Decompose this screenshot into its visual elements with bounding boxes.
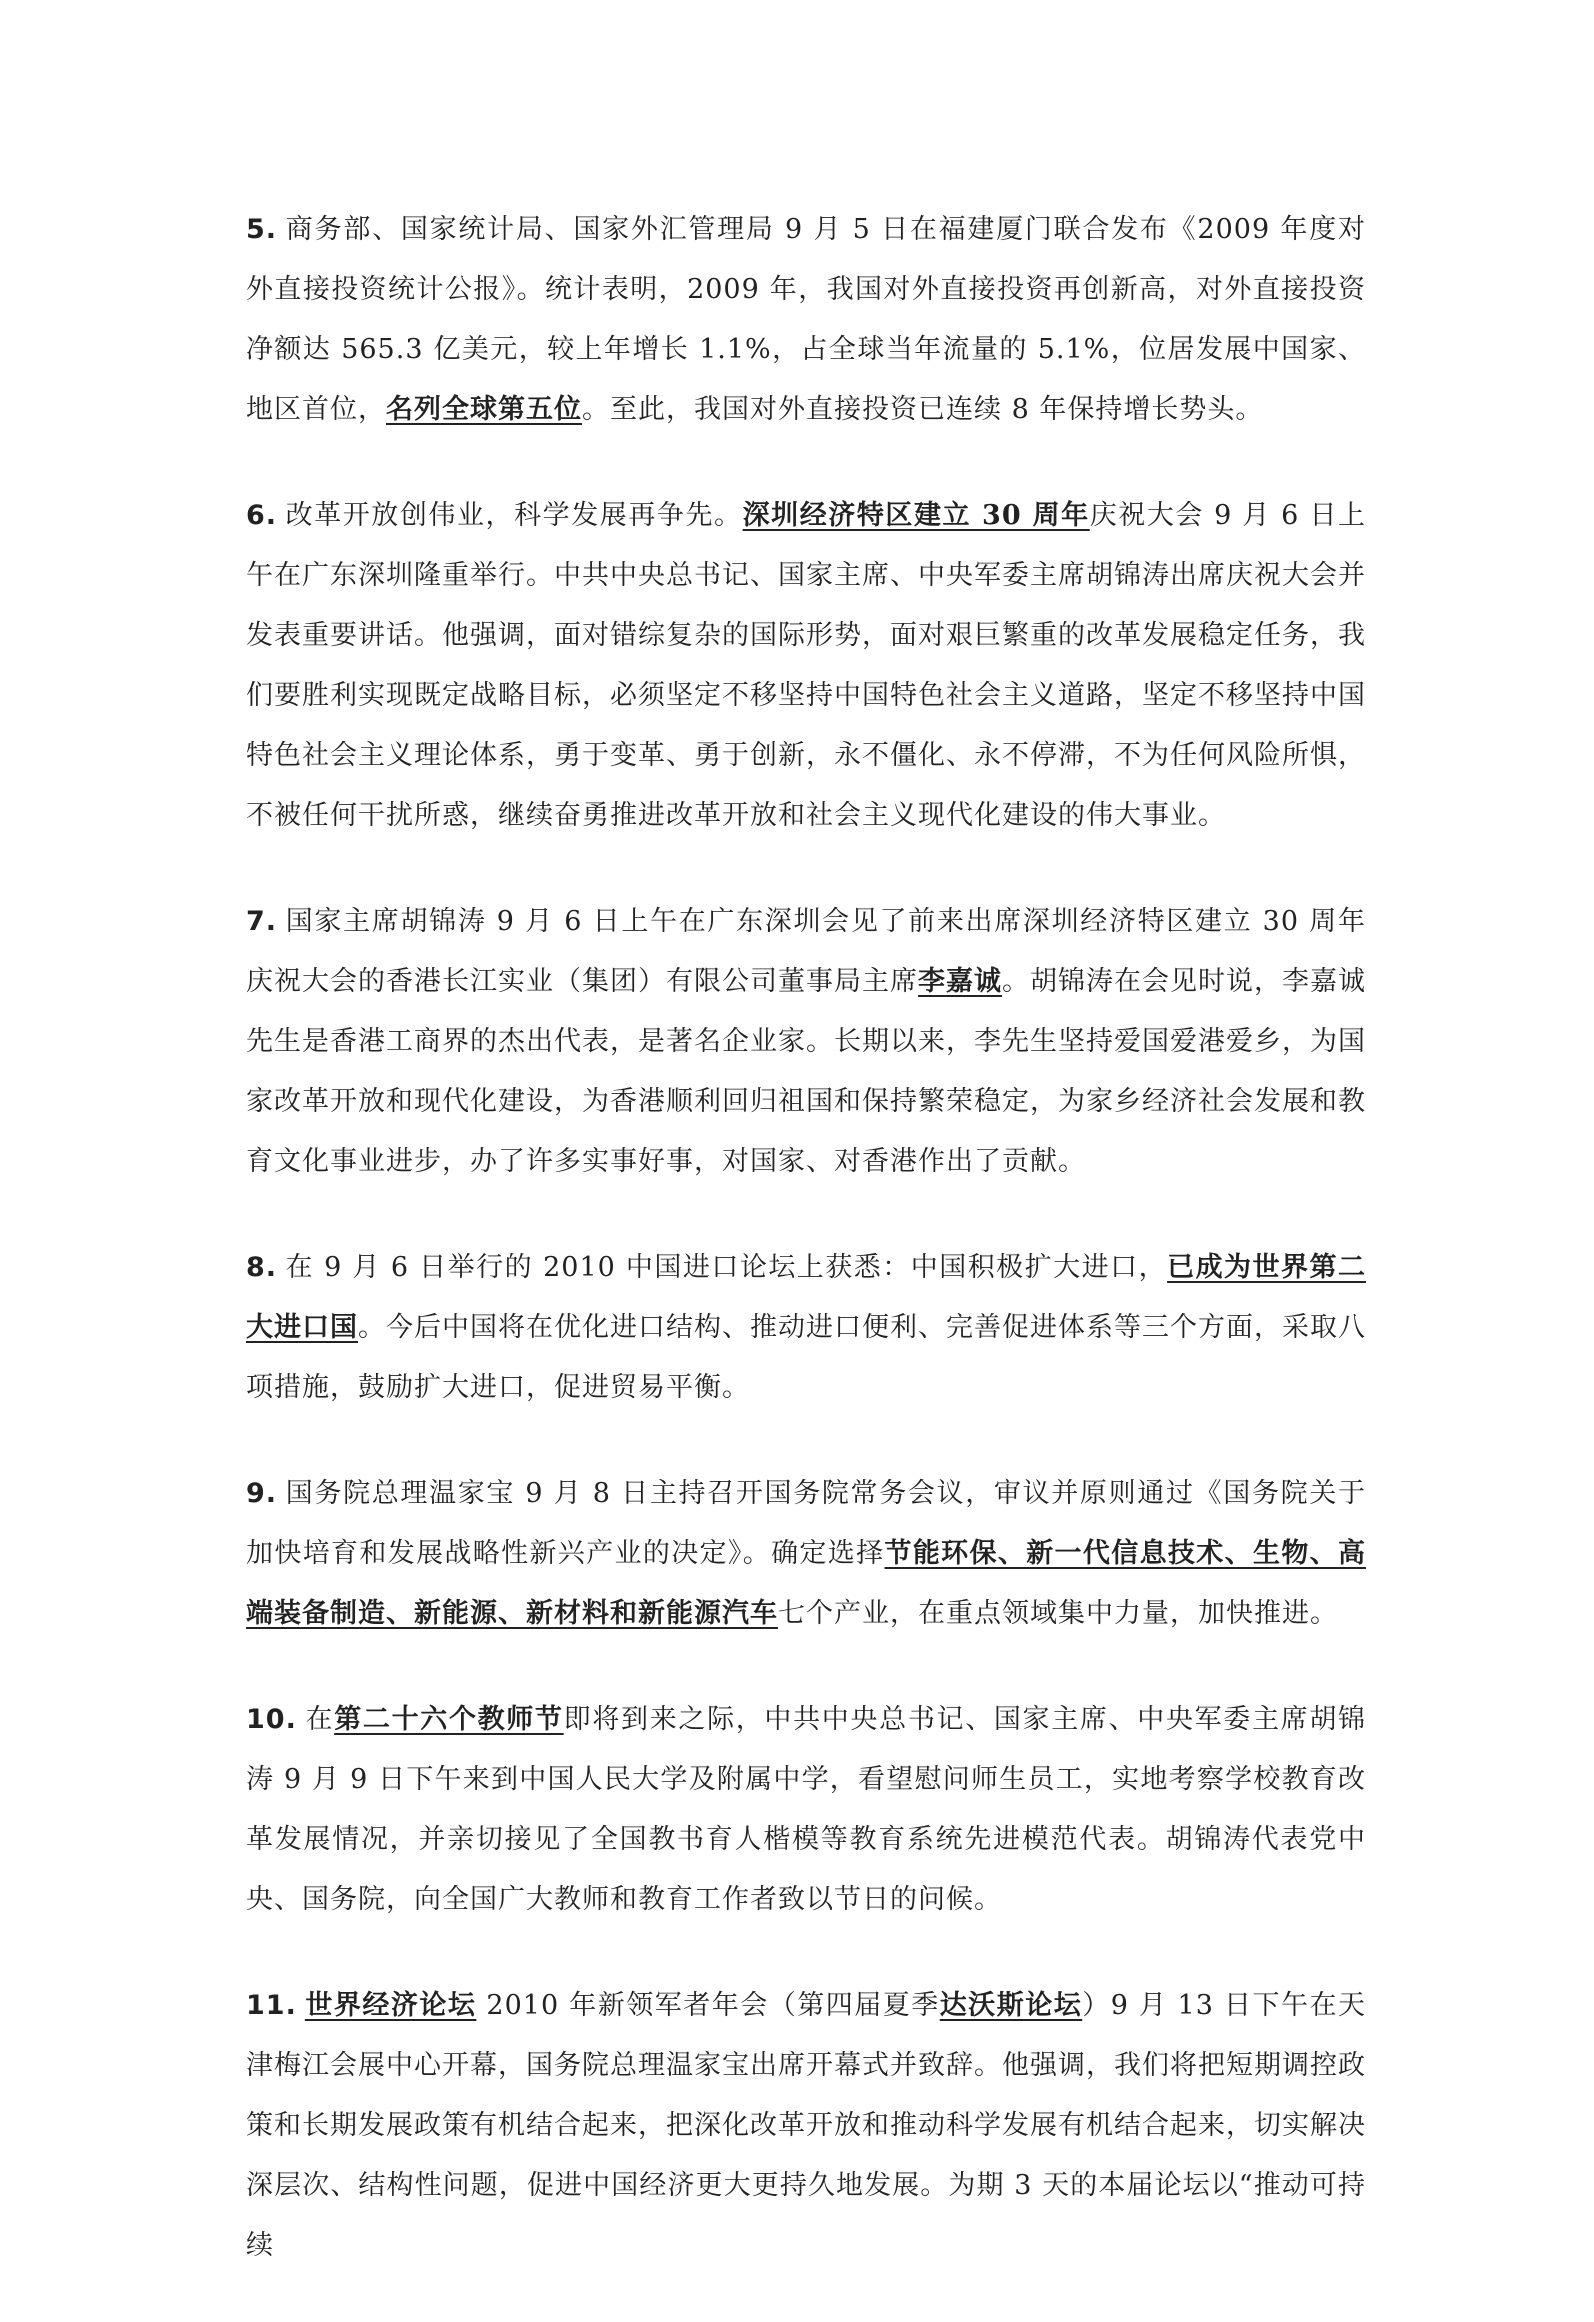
item-text: 庆祝大会 9 月 6 日上午在广东深圳隆重举行。中共中央总书记、国家主席、中央军委主席胡锦涛出席庆祝大会并发表重要讲话。他强调，面对错综复杂的国际形势，面对艰巨繁重的改革发展稳定任务，我们要胜利实现既定战略目标，必须坚定不移坚持中国特色社会主义道路，坚定不移坚持中国特色社会主义理论体系，勇于变革、勇于创新，永不僵化、永不停滞，不为任何风险所惧，不被任何干扰所惑，继续奋勇推进改革开放和社会主义现代化建设的伟大事业。 [246, 500, 1367, 831]
item-number: 5. [246, 214, 278, 245]
news-item-11 [246, 1976, 1366, 2276]
news-item-7 [246, 892, 1366, 1192]
item-text: 商务部、国家统计局、国家外汇管理局 9 月 5 日在福建厦门联合发布《2009 年度对外直接投资统计公报》。统计表明，2009 年，我国对外直接投资再创新高，对外直接投资净额达 565.3 亿美元，较上年增长 1.1%，占全球当年流量的 5.1%，位居发展中国家、地区首位， [246, 214, 1366, 425]
highlighted-keyword: 达沃斯论坛 [939, 1990, 1083, 2021]
item-text: 七个产业，在重点领域集中力量，加快推进。 [778, 1598, 1338, 1629]
news-item-8 [246, 1238, 1366, 1418]
item-text: 。今后中国将在优化进口结构、推动进口便利、完善促进体系等三个方面，采取八项措施，鼓励扩大进口，促进贸易平衡。 [246, 1312, 1366, 1403]
item-text: 国家主席胡锦涛 9 月 6 日上午在广东深圳会见了前来出席深圳经济特区建立 30 周年庆祝大会的香港长江实业（集团）有限公司董事局主席 [246, 906, 1366, 997]
item-number: 10. [246, 1704, 297, 1735]
document-page [246, 200, 1366, 2322]
item-text: 在 [304, 1704, 335, 1735]
item-number: 6. [246, 500, 278, 531]
item-text: 即将到来之际，中共中央总书记、国家主席、中央军委主席胡锦涛 9 月 9 日下午来到中国人民大学及附属中学，看望慰问师生员工，实地考察学校教育改革发展情况，并亲切接见了全国教书育人楷模等教育系统先进模范代表。胡锦涛代表党中央、国务院，向全国广大教师和教育工作者致以节日的问候。 [246, 1704, 1367, 1915]
news-item-10 [246, 1690, 1366, 1930]
highlighted-keyword: 节能环保、新一代信息技术、生物、高端装备制造、新能源、新材料和新能源汽车 [246, 1538, 1367, 1629]
item-text: ）9 月 13 日下午在天津梅江会展中心开幕，国务院总理温家宝出席开幕式并致辞。他强调，我们将把短期调控政策和长期发展政策有机结合起来，把深化改革开放和推动科学发展有机结合起来，切实解决深层次、结构性问题，促进中国经济更大更持久地发展。为期 3 天的本届论坛以“推动可持续 [246, 1990, 1366, 2261]
item-number: 11. [246, 1990, 297, 2021]
highlighted-keyword: 已成为世界第二大进口国 [246, 1252, 1366, 1343]
item-text: 国务院总理温家宝 9 月 8 日主持召开国务院常务会议，审议并原则通过《国务院关于加快培育和发展战略性新兴产业的决定》。确定选择 [246, 1478, 1366, 1569]
news-item-6 [246, 486, 1366, 846]
item-text: 在 9 月 6 日举行的 2010 中国进口论坛上获悉：中国积极扩大进口， [285, 1252, 1168, 1283]
highlighted-keyword: 李嘉诚 [918, 966, 1002, 997]
highlighted-keyword: 深圳经济特区建立 30 周年 [742, 500, 1090, 531]
item-text: 。胡锦涛在会见时说，李嘉诚先生是香港工商界的杰出代表，是著名企业家。长期以来，李先生坚持爱国爱港爱乡，为国家改革开放和现代化建设，为香港顺利回归祖国和保持繁荣稳定，为家乡经济社会发展和教育文化事业进步，办了许多实事好事，对国家、对香港作出了贡献。 [246, 966, 1366, 1177]
highlighted-keyword: 名列全球第五位 [386, 394, 582, 425]
item-number: 9. [246, 1478, 278, 1509]
item-text: 2010 年新领军者年会（第四届夏季 [476, 1990, 940, 2021]
item-number: 8. [246, 1252, 278, 1283]
news-item-5 [246, 200, 1366, 440]
news-item-9 [246, 1464, 1366, 1644]
item-text: 改革开放创伟业，科学发展再争先。 [285, 500, 743, 531]
highlighted-keyword: 第二十六个教师节 [334, 1704, 564, 1735]
highlighted-keyword: 世界经济论坛 [304, 1990, 477, 2021]
item-text: 。至此，我国对外直接投资已连续 8 年保持增长势头。 [582, 394, 1264, 425]
item-number: 7. [246, 906, 278, 937]
